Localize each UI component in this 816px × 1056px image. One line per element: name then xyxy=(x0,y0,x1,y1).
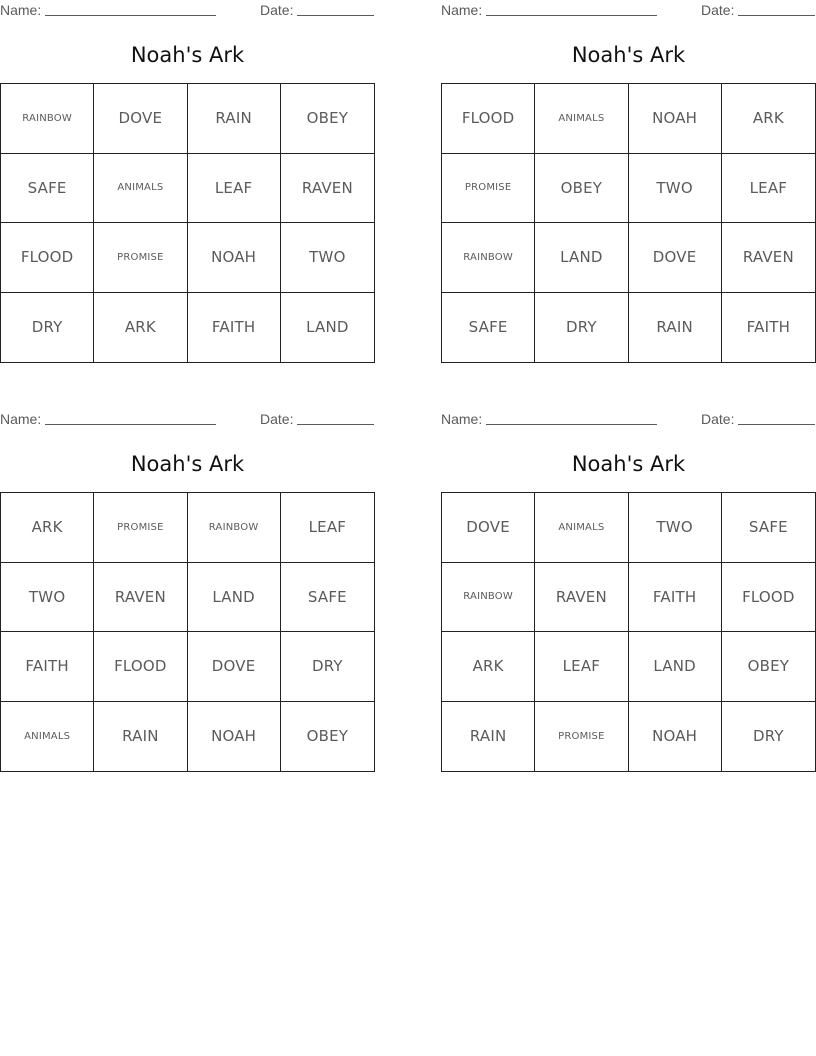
bingo-cell[interactable]: SAFE xyxy=(1,154,94,224)
bingo-cell[interactable]: DRY xyxy=(281,632,374,702)
bingo-cell[interactable]: NOAH xyxy=(629,702,722,772)
name-label: Name: xyxy=(0,2,42,18)
date-label: Date: xyxy=(260,411,294,427)
name-field[interactable] xyxy=(0,411,216,427)
bingo-grid xyxy=(441,492,816,772)
bingo-cell[interactable]: PROMISE xyxy=(94,223,187,293)
name-blank-line[interactable] xyxy=(45,412,216,425)
bingo-cell[interactable]: ARK xyxy=(722,84,815,154)
bingo-cell[interactable]: RAINBOW xyxy=(442,223,535,293)
date-field[interactable] xyxy=(260,411,374,427)
bingo-cell[interactable]: DRY xyxy=(535,293,628,363)
bingo-cell[interactable]: ANIMALS xyxy=(1,702,94,772)
date-blank-line[interactable] xyxy=(297,3,374,16)
name-label: Name: xyxy=(441,2,483,18)
bingo-cell[interactable]: OBEY xyxy=(535,154,628,224)
bingo-cell[interactable]: LEAF xyxy=(281,493,374,563)
bingo-cell[interactable]: RAVEN xyxy=(722,223,815,293)
bingo-cell[interactable]: DOVE xyxy=(629,223,722,293)
bingo-cell[interactable]: NOAH xyxy=(188,223,281,293)
name-label: Name: xyxy=(0,411,42,427)
bingo-cell[interactable]: SAFE xyxy=(281,563,374,633)
bingo-cell[interactable]: DRY xyxy=(1,293,94,363)
bingo-cell[interactable]: DOVE xyxy=(94,84,187,154)
bingo-cell[interactable]: OBEY xyxy=(281,84,374,154)
bingo-cell[interactable]: LEAF xyxy=(722,154,815,224)
bingo-cell[interactable]: RAIN xyxy=(629,293,722,363)
bingo-cell[interactable]: RAVEN xyxy=(281,154,374,224)
bingo-cell[interactable]: LAND xyxy=(188,563,281,633)
bingo-cell[interactable]: FLOOD xyxy=(1,223,94,293)
date-blank-line[interactable] xyxy=(297,412,374,425)
bingo-cell[interactable]: RAINBOW xyxy=(1,84,94,154)
bingo-cell[interactable]: SAFE xyxy=(722,493,815,563)
bingo-cell[interactable]: LAND xyxy=(306,318,349,337)
bingo-cell[interactable]: TWO xyxy=(629,493,722,563)
date-field[interactable] xyxy=(701,411,815,427)
bingo-cell[interactable]: FLOOD xyxy=(722,563,815,633)
bingo-cell[interactable]: PROMISE xyxy=(535,702,628,772)
card-title: Noah's Ark xyxy=(130,452,245,476)
bingo-cell[interactable]: LEAF xyxy=(188,154,281,224)
date-field[interactable] xyxy=(260,2,374,18)
name-blank-line[interactable] xyxy=(486,3,657,16)
bingo-cell[interactable]: ARK xyxy=(442,632,535,702)
date-label: Date: xyxy=(260,2,294,18)
name-date-header xyxy=(441,411,816,429)
name-date-header xyxy=(441,2,816,20)
bingo-grid xyxy=(441,83,816,363)
bingo-cell[interactable]: FAITH xyxy=(1,632,94,702)
bingo-cell[interactable]: OBEY xyxy=(722,632,815,702)
date-label: Date: xyxy=(701,411,735,427)
name-blank-line[interactable] xyxy=(486,412,657,425)
bingo-cell[interactable]: TWO xyxy=(281,223,374,293)
bingo-cell[interactable]: RAVEN xyxy=(535,563,628,633)
bingo-cell[interactable]: PROMISE xyxy=(442,154,535,224)
bingo-cell[interactable]: DOVE xyxy=(188,632,281,702)
bingo-cell[interactable]: FLOOD xyxy=(94,632,187,702)
name-field[interactable] xyxy=(441,2,657,18)
card-title: Noah's Ark xyxy=(571,452,686,476)
bingo-grid xyxy=(0,492,375,772)
bingo-card xyxy=(0,0,375,364)
bingo-cell[interactable]: ARK xyxy=(94,293,187,363)
date-field[interactable] xyxy=(701,2,815,18)
bingo-cell[interactable]: FLOOD xyxy=(442,84,535,154)
bingo-card xyxy=(441,0,816,364)
bingo-grid xyxy=(0,83,375,363)
date-blank-line[interactable] xyxy=(738,3,815,16)
bingo-cell[interactable]: RAINBOW xyxy=(188,493,281,563)
bingo-cell[interactable]: PROMISE xyxy=(94,493,187,563)
name-field[interactable] xyxy=(0,2,216,18)
bingo-cell[interactable]: RAVEN xyxy=(94,563,187,633)
bingo-cell[interactable]: FAITH xyxy=(746,318,791,337)
bingo-card xyxy=(0,409,375,773)
bingo-cell[interactable]: FAITH xyxy=(629,563,722,633)
bingo-cell[interactable]: RAIN xyxy=(188,84,281,154)
bingo-cell[interactable]: DOVE xyxy=(442,493,535,563)
bingo-cell[interactable]: TWO xyxy=(629,154,722,224)
bingo-card xyxy=(441,409,816,773)
bingo-cell[interactable]: FAITH xyxy=(188,293,281,363)
bingo-cell[interactable]: ANIMALS xyxy=(535,84,628,154)
bingo-cell[interactable]: LAND xyxy=(535,223,628,293)
card-title: Noah's Ark xyxy=(130,43,245,67)
bingo-cell[interactable]: LEAF xyxy=(535,632,628,702)
bingo-cell[interactable]: ARK xyxy=(1,493,94,563)
bingo-cell[interactable]: DRY xyxy=(752,727,784,746)
bingo-cell[interactable]: OBEY xyxy=(306,727,349,746)
bingo-cell[interactable]: LAND xyxy=(629,632,722,702)
bingo-cell[interactable]: ANIMALS xyxy=(535,493,628,563)
bingo-cell[interactable]: RAINBOW xyxy=(442,563,535,633)
name-label: Name: xyxy=(441,411,483,427)
name-date-header xyxy=(0,2,375,20)
bingo-cell[interactable]: NOAH xyxy=(629,84,722,154)
date-blank-line[interactable] xyxy=(738,412,815,425)
bingo-cell[interactable]: RAIN xyxy=(442,702,535,772)
name-field[interactable] xyxy=(441,411,657,427)
date-label: Date: xyxy=(701,2,735,18)
bingo-cell[interactable]: NOAH xyxy=(188,702,281,772)
bingo-cell[interactable]: RAIN xyxy=(94,702,187,772)
name-date-header xyxy=(0,411,375,429)
card-title: Noah's Ark xyxy=(571,43,686,67)
bingo-cell[interactable]: ANIMALS xyxy=(94,154,187,224)
bingo-cell[interactable]: SAFE xyxy=(442,293,535,363)
name-blank-line[interactable] xyxy=(45,3,216,16)
bingo-cell[interactable]: TWO xyxy=(1,563,94,633)
